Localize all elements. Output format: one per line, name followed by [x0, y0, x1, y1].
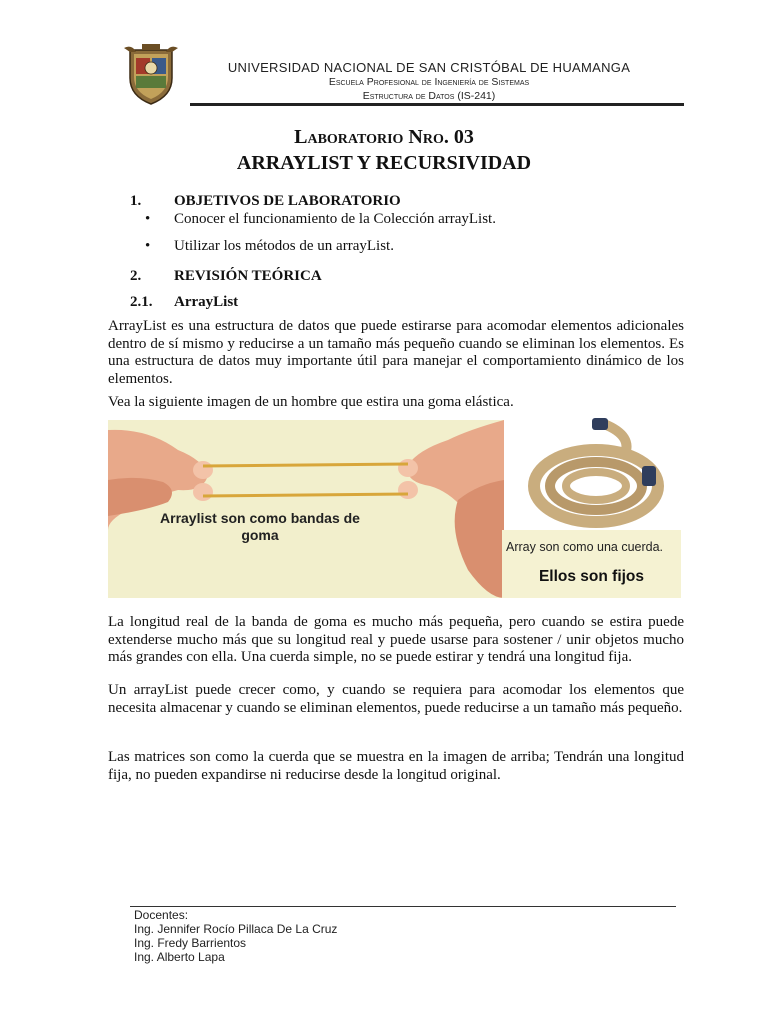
school-name: Escuela Profesional de Ingeniería de Sistemas — [328, 76, 530, 88]
paragraph: Las matrices son como la cuerda que se muestra en la imagen de arriba; Tendrán una longitud fija, no pueden expandirse ni reducirse desde la longitud original. — [108, 749, 684, 783]
rubber-band-image — [108, 420, 504, 598]
section-2-heading: REVISIÓN TEÓRICA — [174, 268, 322, 284]
course-name: Estructura de Datos (IS-241) — [362, 90, 496, 102]
university-name: UNIVERSIDAD NACIONAL DE SAN CRISTÓBAL DE HUAMANGA — [227, 60, 631, 75]
section-2-number: 2. — [130, 268, 142, 284]
footer-label: Docentes: — [134, 908, 189, 922]
rope-emphasis: Ellos son fijos — [538, 568, 645, 585]
objective-item: Conocer el funcionamiento de la Colección arrayList. — [174, 211, 496, 227]
paragraph: ArrayList es una estructura de datos que puede estirarse para acomodar elementos adicionales dentro de sí mismo y reducirse a un tamaño más pequeño cuando se eliminan los elementos. Es una estructura de datos muy importante útil para manejar el comportamiento dinámico de los elementos. — [108, 318, 684, 387]
footer-divider — [130, 906, 676, 907]
university-crest-icon — [122, 44, 180, 106]
teacher-name: Ing. Alberto Lapa — [134, 950, 225, 964]
teacher-name: Ing. Fredy Barrientos — [134, 936, 247, 950]
bullet-icon: • — [145, 211, 151, 227]
coiled-rope-icon — [504, 416, 681, 530]
paragraph: Vea la siguiente imagen de un hombre que estira una goma elástica. — [108, 394, 514, 410]
paragraph: La longitud real de la banda de goma es mucho más pequeña, pero cuando se estira puede extenderse mucho más que su longitud real y puede usarse para sostener / unir objetos mucho más grandes con ella. Una cuerda simple, no se puede estirar y tendrá una longitud fija. — [108, 614, 684, 665]
objective-item: Utilizar los métodos de un arrayList. — [174, 238, 394, 254]
rubber-band-caption: Arraylist son como bandas de goma — [160, 510, 360, 543]
section-1-number: 1. — [130, 193, 142, 209]
topic-title: ARRAYLIST Y RECURSIVIDAD — [236, 152, 532, 174]
rope-image — [504, 416, 681, 530]
lab-title: Laboratorio Nro. 03 — [294, 126, 474, 148]
section-1-heading: OBJETIVOS DE LABORATORIO — [174, 193, 401, 209]
hands-stretching-band-icon — [108, 420, 504, 598]
paragraph: Un arrayList puede crecer como, y cuando se requiera para acomodar los elementos que necesita almacenar y cuando se eliminan elementos, puede reducirse a un tamaño más pequeño. — [108, 682, 684, 716]
subsection-number: 2.1. — [130, 294, 153, 310]
subsection-heading: ArrayList — [174, 294, 239, 310]
rope-caption: Array son como una cuerda. — [506, 540, 664, 554]
bullet-icon: • — [145, 238, 151, 254]
teacher-name: Ing. Jennifer Rocío Pillaca De La Cruz — [134, 922, 338, 936]
header-divider — [190, 103, 684, 106]
